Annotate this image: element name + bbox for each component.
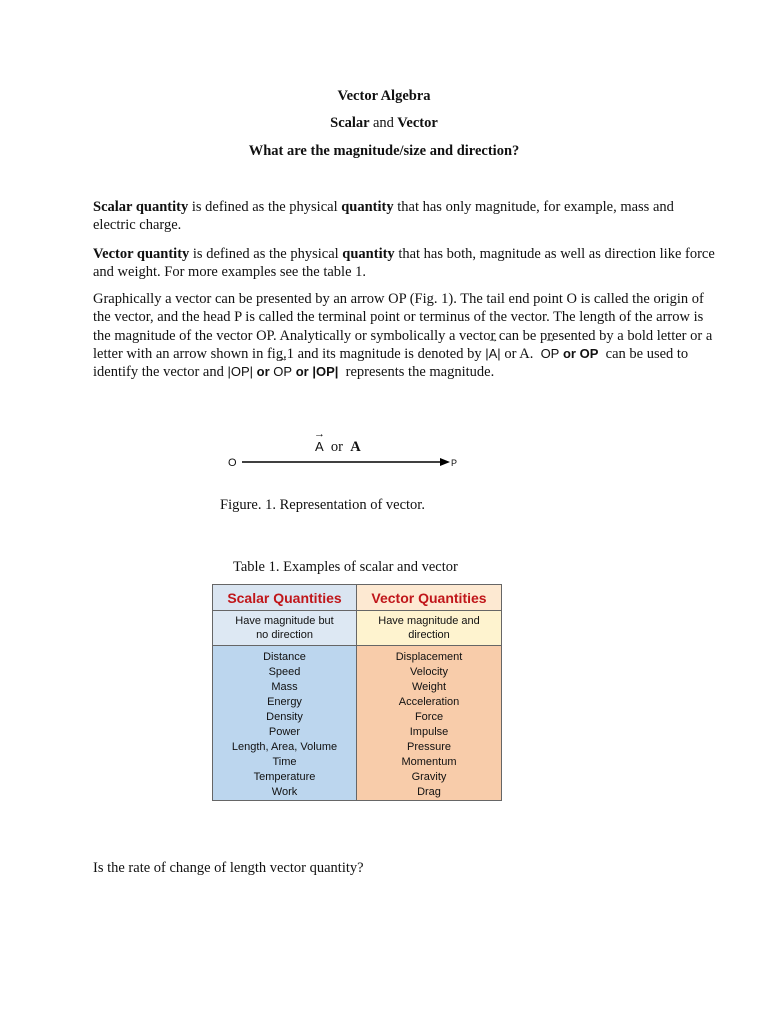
scalar-item: Work bbox=[271, 786, 298, 798]
vector-item: Impulse bbox=[409, 726, 449, 738]
vector-item: Weight bbox=[411, 681, 447, 693]
terminus-label: P bbox=[451, 458, 458, 468]
or-1: or bbox=[256, 364, 270, 380]
op2-arrow-label: → OP bbox=[273, 363, 292, 381]
scalar-item: Power bbox=[268, 726, 301, 738]
vector-item: Gravity bbox=[411, 771, 447, 783]
closing-question: Is the rate of change of length vector quantity? bbox=[93, 860, 364, 876]
table-caption: Table 1. Examples of scalar and vector bbox=[233, 559, 458, 575]
vector-desc-line: direction bbox=[408, 629, 450, 641]
vector-item: Drag bbox=[417, 786, 441, 798]
scalar-desc-line: Have magnitude but bbox=[235, 615, 334, 627]
scalar-item: Distance bbox=[263, 651, 306, 663]
subtitle-and: and bbox=[372, 115, 394, 131]
page-question: What are the magnitude/size and direction? bbox=[248, 143, 520, 159]
vector-text-1: is defined as the physical bbox=[192, 246, 339, 262]
scalar-item: Length, Area, Volume bbox=[231, 741, 338, 753]
represents-text: represents the magnitude. bbox=[345, 364, 495, 381]
scalar-item: Speed bbox=[268, 666, 301, 678]
vector-item: Displacement bbox=[395, 651, 463, 663]
scalar-term: Scalar quantity bbox=[93, 199, 189, 215]
figure-or: or bbox=[330, 439, 344, 455]
vector-item: Momentum bbox=[401, 756, 457, 768]
subtitle-scalar: Scalar bbox=[330, 115, 370, 131]
abs-a: |→ A| bbox=[485, 346, 500, 361]
op-vector bbox=[541, 346, 560, 361]
scalar-item: Time bbox=[272, 756, 297, 768]
quantities-table bbox=[212, 584, 502, 801]
scalar-keyword: quantity bbox=[341, 199, 394, 215]
vector-item: Acceleration bbox=[398, 696, 460, 708]
abs-op: |OP| bbox=[227, 364, 254, 380]
scalar-list bbox=[213, 646, 357, 801]
vector-list bbox=[357, 646, 502, 801]
vector-term: Vector quantity bbox=[93, 246, 190, 262]
subtitle-vector: Vector bbox=[397, 115, 438, 131]
scalar-desc-line: no direction bbox=[256, 629, 313, 641]
op-arrow-label: → OP bbox=[541, 345, 560, 363]
scalar-item: Temperature bbox=[253, 771, 316, 783]
or-a: or A. bbox=[504, 345, 534, 362]
figure-vector-a: → A bbox=[315, 439, 324, 454]
origin-label: O bbox=[228, 457, 237, 469]
vector-description bbox=[357, 611, 502, 646]
vector-definition bbox=[93, 245, 715, 282]
or-2: or bbox=[295, 364, 309, 380]
vector-item: Force bbox=[414, 711, 444, 723]
graphical-paragraph bbox=[93, 290, 715, 381]
vector-arrow bbox=[240, 456, 452, 468]
a-vector: → A bbox=[489, 345, 498, 363]
or-op: or OP bbox=[562, 345, 599, 361]
figure-label bbox=[315, 439, 361, 456]
page-subtitle bbox=[0, 115, 768, 132]
scalar-item: Density bbox=[266, 711, 303, 723]
scalar-header: Scalar Quantities bbox=[213, 585, 357, 611]
abs-op-2: |OP| bbox=[312, 364, 339, 380]
scalar-definition bbox=[93, 198, 715, 235]
page-title: Vector Algebra bbox=[337, 88, 431, 104]
vector-text-2: that has both, magnitude as well as direction like force and weight. For more examples see the table 1. bbox=[93, 246, 715, 281]
scalar-text-1: is defined as the physical bbox=[191, 199, 338, 215]
can-be-text: can be used to identify the vector and bbox=[93, 345, 689, 381]
figure-bold-a: A bbox=[350, 439, 361, 455]
vector-item: Pressure bbox=[406, 741, 452, 753]
vector-header: Vector Quantities bbox=[357, 585, 502, 611]
scalar-item: Mass bbox=[271, 681, 298, 693]
figure-caption: Figure. 1. Representation of vector. bbox=[220, 497, 425, 513]
vector-keyword: quantity bbox=[342, 246, 395, 262]
scalar-text-2: that has only magnitude, for example, mass and electric charge. bbox=[93, 199, 674, 234]
scalar-item: Energy bbox=[267, 696, 302, 708]
vector-item: Velocity bbox=[410, 666, 448, 678]
graphical-text: Graphically a vector can be presented by an arrow OP (Fig. 1). The tail end point O is called the origin of the vector, and the head P is called the terminal point or terminus of the vector. The length of the arrow is the magnitude of the vector OP. Analytically or symbolically a vector can be presented by a bold letter or a letter with an arrow shown in fig.1 and its magnitude is denoted by bbox=[93, 291, 713, 362]
op-vector-2 bbox=[273, 364, 292, 379]
vector-desc-line: Have magnitude and bbox=[378, 615, 480, 627]
scalar-description bbox=[213, 611, 357, 646]
